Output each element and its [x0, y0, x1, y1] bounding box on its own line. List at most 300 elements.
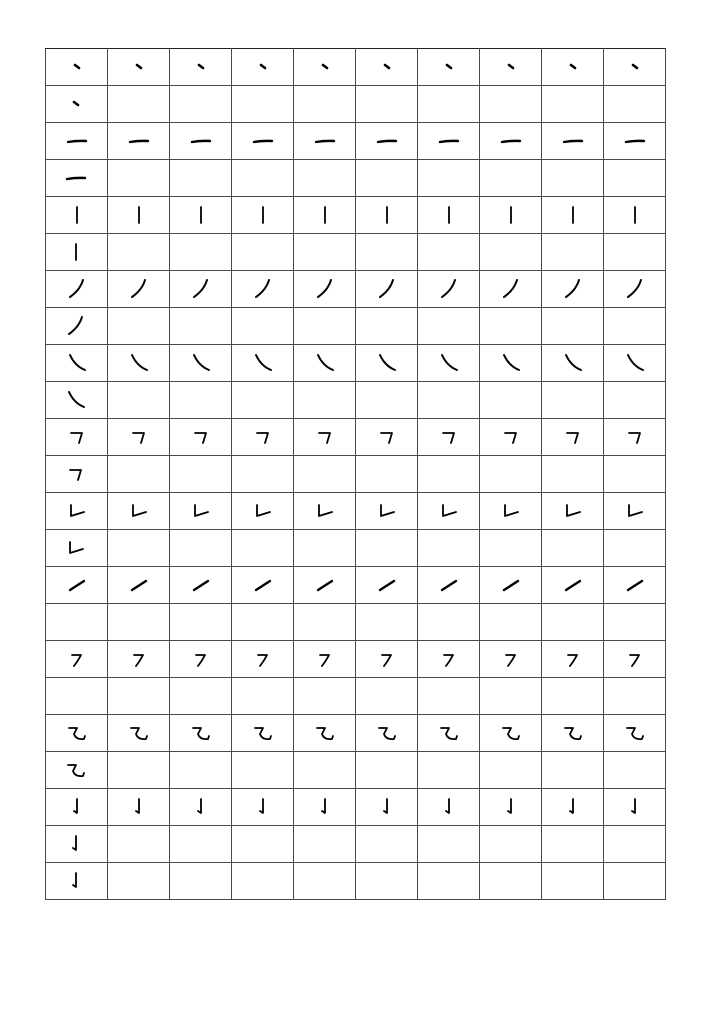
stroke-example-cell	[480, 419, 542, 456]
empty-practice-cell	[480, 308, 542, 345]
stroke-example-cell	[604, 641, 666, 678]
empty-practice-cell	[108, 530, 170, 567]
ti-rising-stroke-icon	[623, 573, 647, 597]
stroke-example-cell	[232, 197, 294, 234]
heng-horizontal-stroke-icon	[313, 129, 337, 153]
practice-row	[46, 863, 666, 900]
stroke-example-cell	[356, 197, 418, 234]
empty-practice-cell	[170, 863, 232, 900]
shu-vertical-stroke-icon	[561, 203, 585, 227]
ti-rising-stroke-icon	[127, 573, 151, 597]
stroke-example-cell	[46, 160, 108, 197]
ti-rising-stroke-icon	[251, 573, 275, 597]
dian-dot-stroke-icon	[127, 55, 151, 79]
practice-row	[46, 530, 666, 567]
stroke-example-cell	[46, 308, 108, 345]
empty-practice-cell	[542, 604, 604, 641]
hengzhe-horizontal-turn-stroke-icon	[561, 425, 585, 449]
hengzhe-horizontal-turn-stroke-icon	[189, 425, 213, 449]
stroke-example-cell	[604, 715, 666, 752]
empty-practice-cell	[170, 678, 232, 715]
empty-practice-cell	[418, 382, 480, 419]
stroke-example-cell	[46, 789, 108, 826]
shugou-vertical-hook-stroke-icon	[437, 795, 461, 819]
empty-practice-cell	[170, 752, 232, 789]
practice-row	[46, 234, 666, 271]
shuti-vertical-rise-stroke-icon	[623, 499, 647, 523]
shugou-vertical-hook-stroke-icon	[127, 795, 151, 819]
stroke-example-cell	[232, 419, 294, 456]
empty-practice-cell	[418, 530, 480, 567]
hengpie-horizontal-left-falling-stroke-icon	[375, 647, 399, 671]
stroke-example-cell	[356, 567, 418, 604]
empty-practice-cell	[604, 604, 666, 641]
shuti-vertical-rise-stroke-icon	[127, 499, 151, 523]
dian-dot-stroke-icon	[313, 55, 337, 79]
stroke-example-cell	[294, 789, 356, 826]
na-right-falling-stroke-icon	[561, 351, 585, 375]
ti-rising-stroke-icon	[375, 573, 399, 597]
stroke-example-cell	[604, 419, 666, 456]
practice-row	[46, 197, 666, 234]
shuti-vertical-rise-stroke-icon	[313, 499, 337, 523]
hengpie-horizontal-left-falling-stroke-icon	[437, 647, 461, 671]
stroke-example-cell	[542, 789, 604, 826]
stroke-example-cell	[232, 715, 294, 752]
pie-left-falling-stroke-icon	[313, 277, 337, 301]
empty-practice-cell	[542, 86, 604, 123]
shugou-vertical-hook-stroke-icon	[64, 869, 88, 893]
shuti-vertical-rise-stroke-icon	[64, 536, 88, 560]
empty-practice-cell	[232, 530, 294, 567]
empty-practice-cell	[480, 678, 542, 715]
pie-left-falling-stroke-icon	[127, 277, 151, 301]
shuti-vertical-rise-stroke-icon	[375, 499, 399, 523]
stroke-example-cell	[542, 197, 604, 234]
shuti-vertical-rise-stroke-icon	[437, 499, 461, 523]
na-right-falling-stroke-icon	[623, 351, 647, 375]
empty-practice-cell	[294, 234, 356, 271]
stroke-example-cell	[46, 271, 108, 308]
empty-practice-cell	[46, 678, 108, 715]
stroke-example-cell	[46, 752, 108, 789]
empty-practice-cell	[604, 382, 666, 419]
pie-left-falling-stroke-icon	[65, 277, 89, 301]
stroke-example-cell	[46, 493, 108, 530]
stroke-example-cell	[170, 345, 232, 382]
empty-practice-cell	[108, 604, 170, 641]
empty-practice-cell	[294, 456, 356, 493]
empty-practice-cell	[170, 530, 232, 567]
stroke-practice-grid	[45, 48, 666, 900]
empty-practice-cell	[418, 604, 480, 641]
stroke-example-cell	[46, 345, 108, 382]
practice-row	[46, 789, 666, 826]
heng-horizontal-stroke-icon	[189, 129, 213, 153]
practice-row	[46, 826, 666, 863]
empty-practice-cell	[356, 456, 418, 493]
empty-practice-cell	[108, 678, 170, 715]
hengzhewangou-horizontal-turn-hook-stroke-icon	[189, 721, 213, 745]
empty-practice-cell	[170, 86, 232, 123]
empty-practice-cell	[356, 86, 418, 123]
empty-practice-cell	[294, 160, 356, 197]
dian-dot-stroke-icon	[437, 55, 461, 79]
empty-practice-cell	[604, 752, 666, 789]
shu-vertical-stroke-icon	[437, 203, 461, 227]
shu-vertical-stroke-icon	[127, 203, 151, 227]
hengzhe-horizontal-turn-stroke-icon	[251, 425, 275, 449]
hengpie-horizontal-left-falling-stroke-icon	[313, 647, 337, 671]
stroke-example-cell	[232, 123, 294, 160]
stroke-example-cell	[170, 789, 232, 826]
stroke-example-cell	[108, 49, 170, 86]
empty-practice-cell	[356, 382, 418, 419]
stroke-example-cell	[294, 271, 356, 308]
empty-practice-cell	[294, 863, 356, 900]
na-right-falling-stroke-icon	[313, 351, 337, 375]
empty-practice-cell	[604, 86, 666, 123]
empty-practice-cell	[356, 308, 418, 345]
empty-practice-cell	[480, 604, 542, 641]
empty-practice-cell	[356, 160, 418, 197]
shu-vertical-stroke-icon	[189, 203, 213, 227]
empty-practice-cell	[232, 160, 294, 197]
hengzhewangou-horizontal-turn-hook-stroke-icon	[251, 721, 275, 745]
heng-horizontal-stroke-icon	[65, 129, 89, 153]
stroke-example-cell	[232, 271, 294, 308]
stroke-example-cell	[232, 345, 294, 382]
stroke-example-cell	[46, 863, 108, 900]
stroke-example-cell	[294, 567, 356, 604]
na-right-falling-stroke-icon	[251, 351, 275, 375]
empty-practice-cell	[542, 160, 604, 197]
empty-practice-cell	[480, 382, 542, 419]
empty-practice-cell	[604, 234, 666, 271]
practice-row	[46, 308, 666, 345]
empty-practice-cell	[542, 234, 604, 271]
hengzhe-horizontal-turn-stroke-icon	[64, 462, 88, 486]
empty-practice-cell	[418, 308, 480, 345]
hengpie-horizontal-left-falling-stroke-icon	[251, 647, 275, 671]
empty-practice-cell	[604, 530, 666, 567]
practice-row	[46, 456, 666, 493]
shuti-vertical-rise-stroke-icon	[189, 499, 213, 523]
hengzhe-horizontal-turn-stroke-icon	[65, 425, 89, 449]
heng-horizontal-stroke-icon	[561, 129, 585, 153]
empty-practice-cell	[480, 863, 542, 900]
stroke-example-cell	[604, 567, 666, 604]
practice-row	[46, 493, 666, 530]
stroke-example-cell	[108, 641, 170, 678]
stroke-example-cell	[604, 271, 666, 308]
empty-practice-cell	[604, 826, 666, 863]
stroke-example-cell	[294, 641, 356, 678]
stroke-example-cell	[542, 271, 604, 308]
stroke-example-cell	[356, 345, 418, 382]
shugou-vertical-hook-stroke-icon	[65, 795, 89, 819]
stroke-example-cell	[480, 493, 542, 530]
stroke-example-cell	[46, 567, 108, 604]
shu-vertical-stroke-icon	[65, 203, 89, 227]
hengzhewangou-horizontal-turn-hook-stroke-icon	[64, 758, 88, 782]
empty-practice-cell	[480, 86, 542, 123]
practice-row	[46, 86, 666, 123]
dian-dot-stroke-icon	[499, 55, 523, 79]
practice-row	[46, 271, 666, 308]
na-right-falling-stroke-icon	[127, 351, 151, 375]
shu-vertical-stroke-icon	[623, 203, 647, 227]
empty-practice-cell	[542, 382, 604, 419]
shugou-vertical-hook-stroke-icon	[561, 795, 585, 819]
stroke-example-cell	[232, 493, 294, 530]
pie-left-falling-stroke-icon	[437, 277, 461, 301]
shugou-vertical-hook-stroke-icon	[313, 795, 337, 819]
stroke-example-cell	[480, 567, 542, 604]
stroke-example-cell	[418, 567, 480, 604]
shu-vertical-stroke-icon	[499, 203, 523, 227]
empty-practice-cell	[170, 160, 232, 197]
hengpie-horizontal-left-falling-stroke-icon	[499, 647, 523, 671]
hengzhewangou-horizontal-turn-hook-stroke-icon	[65, 721, 89, 745]
empty-practice-cell	[170, 308, 232, 345]
hengzhewangou-horizontal-turn-hook-stroke-icon	[437, 721, 461, 745]
shuti-vertical-rise-stroke-icon	[499, 499, 523, 523]
practice-row	[46, 715, 666, 752]
hengzhe-horizontal-turn-stroke-icon	[499, 425, 523, 449]
stroke-example-cell	[170, 493, 232, 530]
practice-row	[46, 123, 666, 160]
heng-horizontal-stroke-icon	[127, 129, 151, 153]
empty-practice-cell	[604, 456, 666, 493]
stroke-example-cell	[480, 123, 542, 160]
stroke-example-cell	[356, 49, 418, 86]
stroke-example-cell	[356, 789, 418, 826]
empty-practice-cell	[108, 752, 170, 789]
empty-practice-cell	[170, 234, 232, 271]
shu-vertical-stroke-icon	[64, 240, 88, 264]
empty-practice-cell	[232, 863, 294, 900]
stroke-example-cell	[46, 826, 108, 863]
hengzhe-horizontal-turn-stroke-icon	[127, 425, 151, 449]
practice-row	[46, 641, 666, 678]
empty-practice-cell	[418, 678, 480, 715]
empty-practice-cell	[108, 863, 170, 900]
empty-practice-cell	[46, 604, 108, 641]
stroke-example-cell	[46, 419, 108, 456]
empty-practice-cell	[294, 382, 356, 419]
stroke-example-cell	[418, 49, 480, 86]
empty-practice-cell	[294, 604, 356, 641]
empty-practice-cell	[108, 234, 170, 271]
pie-left-falling-stroke-icon	[189, 277, 213, 301]
stroke-example-cell	[356, 123, 418, 160]
empty-practice-cell	[170, 456, 232, 493]
stroke-example-cell	[108, 271, 170, 308]
stroke-example-cell	[418, 271, 480, 308]
empty-practice-cell	[542, 752, 604, 789]
dian-dot-stroke-icon	[375, 55, 399, 79]
stroke-example-cell	[294, 49, 356, 86]
stroke-example-cell	[294, 197, 356, 234]
shuti-vertical-rise-stroke-icon	[561, 499, 585, 523]
dian-dot-stroke-icon	[189, 55, 213, 79]
empty-practice-cell	[108, 456, 170, 493]
stroke-example-cell	[46, 715, 108, 752]
stroke-example-cell	[480, 715, 542, 752]
empty-practice-cell	[604, 308, 666, 345]
empty-practice-cell	[356, 234, 418, 271]
empty-practice-cell	[418, 826, 480, 863]
ti-rising-stroke-icon	[561, 573, 585, 597]
practice-row	[46, 604, 666, 641]
shugou-vertical-hook-stroke-icon	[251, 795, 275, 819]
empty-practice-cell	[108, 86, 170, 123]
heng-horizontal-stroke-icon	[499, 129, 523, 153]
pie-left-falling-stroke-icon	[251, 277, 275, 301]
shugou-vertical-hook-stroke-icon	[64, 832, 88, 856]
empty-practice-cell	[232, 86, 294, 123]
empty-practice-cell	[418, 456, 480, 493]
stroke-example-cell	[232, 49, 294, 86]
empty-practice-cell	[232, 456, 294, 493]
stroke-example-cell	[46, 197, 108, 234]
empty-practice-cell	[604, 678, 666, 715]
empty-practice-cell	[356, 678, 418, 715]
hengzhe-horizontal-turn-stroke-icon	[437, 425, 461, 449]
stroke-example-cell	[108, 715, 170, 752]
dian-dot-stroke-icon	[623, 55, 647, 79]
shuti-vertical-rise-stroke-icon	[251, 499, 275, 523]
empty-practice-cell	[170, 382, 232, 419]
heng-horizontal-stroke-icon	[623, 129, 647, 153]
shu-vertical-stroke-icon	[251, 203, 275, 227]
na-right-falling-stroke-icon	[64, 388, 88, 412]
stroke-example-cell	[232, 641, 294, 678]
stroke-example-cell	[480, 345, 542, 382]
stroke-example-cell	[170, 715, 232, 752]
dian-dot-stroke-icon	[251, 55, 275, 79]
stroke-example-cell	[108, 419, 170, 456]
empty-practice-cell	[294, 86, 356, 123]
stroke-example-cell	[418, 123, 480, 160]
stroke-example-cell	[46, 123, 108, 160]
stroke-example-cell	[46, 641, 108, 678]
hengpie-horizontal-left-falling-stroke-icon	[127, 647, 151, 671]
stroke-example-cell	[418, 493, 480, 530]
empty-practice-cell	[356, 530, 418, 567]
empty-practice-cell	[542, 308, 604, 345]
ti-rising-stroke-icon	[437, 573, 461, 597]
empty-practice-cell	[356, 863, 418, 900]
empty-practice-cell	[294, 678, 356, 715]
empty-practice-cell	[418, 86, 480, 123]
practice-row	[46, 752, 666, 789]
stroke-example-cell	[294, 493, 356, 530]
empty-practice-cell	[294, 530, 356, 567]
empty-practice-cell	[294, 826, 356, 863]
ti-rising-stroke-icon	[65, 573, 89, 597]
empty-practice-cell	[232, 308, 294, 345]
na-right-falling-stroke-icon	[499, 351, 523, 375]
stroke-example-cell	[418, 715, 480, 752]
stroke-example-cell	[108, 789, 170, 826]
empty-practice-cell	[356, 604, 418, 641]
empty-practice-cell	[418, 234, 480, 271]
practice-row	[46, 49, 666, 86]
practice-row	[46, 345, 666, 382]
hengpie-horizontal-left-falling-stroke-icon	[561, 647, 585, 671]
empty-practice-cell	[108, 826, 170, 863]
hengzhewangou-horizontal-turn-hook-stroke-icon	[127, 721, 151, 745]
pie-left-falling-stroke-icon	[375, 277, 399, 301]
hengzhewangou-horizontal-turn-hook-stroke-icon	[623, 721, 647, 745]
dian-dot-stroke-icon	[561, 55, 585, 79]
stroke-example-cell	[356, 493, 418, 530]
empty-practice-cell	[604, 863, 666, 900]
stroke-example-cell	[170, 197, 232, 234]
shugou-vertical-hook-stroke-icon	[375, 795, 399, 819]
hengzhewangou-horizontal-turn-hook-stroke-icon	[499, 721, 523, 745]
heng-horizontal-stroke-icon	[64, 166, 88, 190]
stroke-example-cell	[542, 49, 604, 86]
heng-horizontal-stroke-icon	[437, 129, 461, 153]
na-right-falling-stroke-icon	[375, 351, 399, 375]
ti-rising-stroke-icon	[189, 573, 213, 597]
na-right-falling-stroke-icon	[189, 351, 213, 375]
stroke-example-cell	[542, 345, 604, 382]
empty-practice-cell	[418, 863, 480, 900]
shugou-vertical-hook-stroke-icon	[499, 795, 523, 819]
stroke-example-cell	[418, 641, 480, 678]
pie-left-falling-stroke-icon	[64, 314, 88, 338]
dian-dot-stroke-icon	[65, 55, 89, 79]
stroke-example-cell	[356, 715, 418, 752]
stroke-example-cell	[170, 641, 232, 678]
stroke-example-cell	[46, 382, 108, 419]
stroke-example-cell	[294, 715, 356, 752]
empty-practice-cell	[480, 160, 542, 197]
stroke-example-cell	[294, 345, 356, 382]
stroke-example-cell	[46, 234, 108, 271]
stroke-example-cell	[542, 715, 604, 752]
stroke-example-cell	[604, 197, 666, 234]
pie-left-falling-stroke-icon	[499, 277, 523, 301]
heng-horizontal-stroke-icon	[375, 129, 399, 153]
stroke-example-cell	[542, 419, 604, 456]
empty-practice-cell	[480, 530, 542, 567]
dian-dot-stroke-icon	[64, 92, 88, 116]
empty-practice-cell	[108, 382, 170, 419]
empty-practice-cell	[294, 752, 356, 789]
hengpie-horizontal-left-falling-stroke-icon	[189, 647, 213, 671]
stroke-example-cell	[418, 197, 480, 234]
ti-rising-stroke-icon	[499, 573, 523, 597]
empty-practice-cell	[418, 752, 480, 789]
hengzhewangou-horizontal-turn-hook-stroke-icon	[561, 721, 585, 745]
stroke-example-cell	[294, 419, 356, 456]
hengzhe-horizontal-turn-stroke-icon	[623, 425, 647, 449]
hengzhe-horizontal-turn-stroke-icon	[375, 425, 399, 449]
stroke-example-cell	[542, 493, 604, 530]
shu-vertical-stroke-icon	[313, 203, 337, 227]
stroke-example-cell	[480, 271, 542, 308]
practice-row	[46, 678, 666, 715]
stroke-example-cell	[108, 123, 170, 160]
empty-practice-cell	[356, 826, 418, 863]
stroke-example-cell	[170, 419, 232, 456]
empty-practice-cell	[542, 456, 604, 493]
